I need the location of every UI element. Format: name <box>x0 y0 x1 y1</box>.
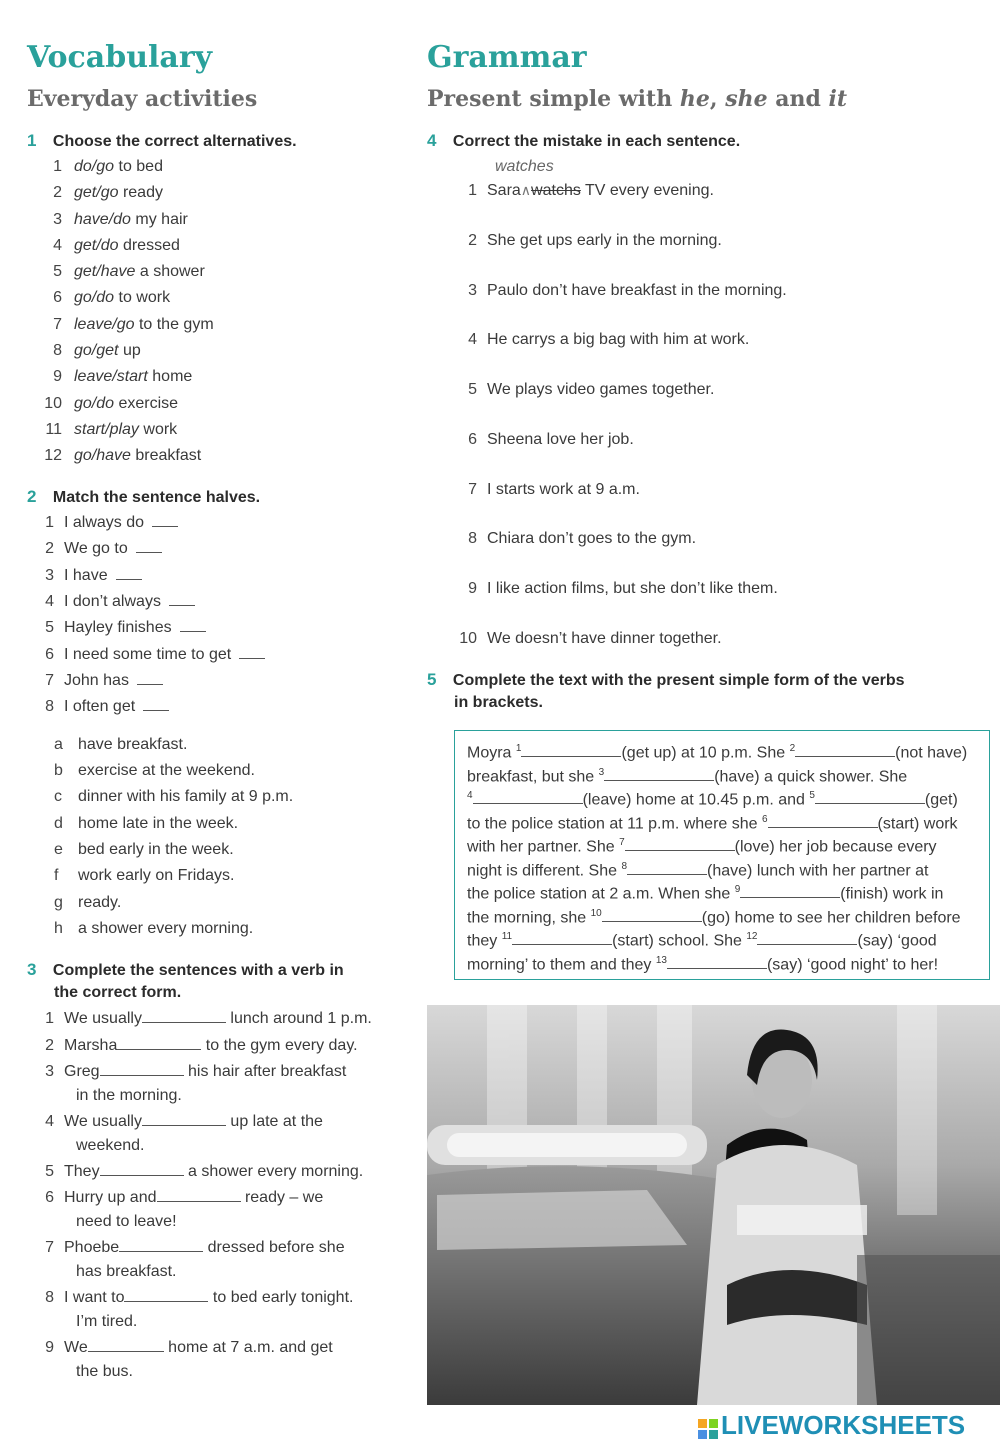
text-line: breakfast, but she $^3$ (have) a quick shower. She <box>467 767 908 786</box>
sentence-ending: bed early in the week. <box>78 841 234 858</box>
list-item <box>54 841 234 859</box>
gap-5[interactable] <box>815 791 925 804</box>
list-item <box>40 316 214 334</box>
answer-blank[interactable] <box>142 1010 226 1023</box>
list-item <box>40 421 177 439</box>
answer-blank[interactable] <box>137 683 163 685</box>
alternative-a[interactable]: get <box>74 263 97 280</box>
item-rest: to bed <box>114 158 163 175</box>
item-rest: breakfast <box>130 447 202 464</box>
answer-blank[interactable] <box>152 525 178 527</box>
sentence-ending: a shower every morning. <box>78 920 254 937</box>
gap-7[interactable] <box>625 838 735 851</box>
item-number: 4 <box>468 331 477 348</box>
sentence-start: Marsha <box>64 1037 118 1054</box>
sentence-with-mistake: I like action films, but she don’t like them. <box>487 580 778 597</box>
item-rest: up <box>118 342 141 359</box>
item-number: 3 <box>468 282 477 299</box>
sentence-with-mistake: She get ups early in the morning. <box>487 232 722 249</box>
slash: / <box>108 211 114 228</box>
list-item <box>40 514 178 532</box>
sentence-end: to bed early tonight. <box>208 1289 354 1306</box>
list-item[interactable] <box>463 331 749 349</box>
alternative-b[interactable]: do <box>96 395 115 412</box>
list-item <box>40 1113 323 1131</box>
sentence-start: We usually <box>64 1113 142 1130</box>
exercise-1-heading <box>27 131 297 151</box>
item-number: 7 <box>45 672 54 689</box>
exercise-number: 1 <box>27 131 37 150</box>
answer-blank[interactable] <box>239 657 265 659</box>
sentence-ending: have breakfast. <box>78 736 188 753</box>
item-number: 10 <box>459 630 477 647</box>
item-number: 7 <box>468 481 477 498</box>
exercise-3-heading <box>27 960 344 980</box>
item-number: 4 <box>45 1113 54 1130</box>
sentence-start: Hurry up and <box>64 1189 157 1206</box>
sentence-end: a shower every morning. <box>183 1163 364 1180</box>
sentence-ending: ready. <box>78 894 122 911</box>
alternative-b[interactable]: have <box>96 447 131 464</box>
grammar-title: Grammar <box>427 40 587 75</box>
answer-blank[interactable] <box>157 1189 241 1202</box>
item-rest: work <box>138 421 178 438</box>
list-item <box>40 1289 353 1307</box>
list-item <box>40 1339 333 1357</box>
list-item <box>40 447 201 465</box>
sentence-with-mistake: I starts work at 9 a.m. <box>487 481 640 498</box>
list-item <box>40 395 178 413</box>
answer-blank[interactable] <box>124 1289 208 1302</box>
alternative-b[interactable]: have <box>100 263 136 280</box>
list-item <box>40 1239 345 1257</box>
item-rest: my hair <box>130 211 188 228</box>
liveworksheets-logo <box>697 1410 965 1441</box>
list-item[interactable] <box>463 431 634 449</box>
exercise-title: Choose the correct alternatives. <box>52 133 297 150</box>
list-item <box>40 263 205 281</box>
item-number: 7 <box>53 316 62 333</box>
gap-13[interactable] <box>667 956 767 969</box>
sentence-with-mistake: We plays video games together. <box>487 381 715 398</box>
answer-blank[interactable] <box>117 1037 201 1050</box>
sentence-start: I want to <box>64 1289 125 1306</box>
list-item <box>40 646 265 664</box>
sentence-end: ready – we <box>240 1189 324 1206</box>
answer-blank[interactable] <box>169 604 195 606</box>
item-rest: home <box>147 368 193 385</box>
alternative-a[interactable]: leave <box>74 316 113 333</box>
list-item <box>54 815 238 833</box>
item-letter: b <box>54 762 63 779</box>
sentence-start: Greg <box>64 1063 100 1080</box>
list-item[interactable] <box>463 530 696 548</box>
item-letter: c <box>54 788 62 805</box>
answer-blank[interactable] <box>143 709 169 711</box>
list-item <box>40 211 188 229</box>
photo-illustration <box>427 1005 1000 1405</box>
logo-text: LIVEWORKSHEETS <box>721 1410 966 1440</box>
slash: / <box>91 158 97 175</box>
gap-4[interactable] <box>473 791 583 804</box>
item-number: 9 <box>45 1339 54 1356</box>
vocabulary-column <box>0 0 420 1445</box>
item-letter: d <box>54 815 63 832</box>
item-rest: a shower <box>135 263 205 280</box>
sentence-ending: home late in the week. <box>78 815 239 832</box>
answer-blank[interactable] <box>100 1163 184 1176</box>
exercise-title: Complete the sentences with a verb in <box>52 962 344 979</box>
list-item <box>40 593 195 611</box>
sentence-with-mistake: Chiara don’t goes to the gym. <box>487 530 697 547</box>
item-number: 2 <box>45 1037 54 1054</box>
sentence-start: We usually <box>64 1010 142 1027</box>
text-line: night is different. She $^8$ (have) lunch with her partner at <box>467 861 929 880</box>
exercise-number: 2 <box>27 487 37 506</box>
sentence-half: I have <box>64 567 108 584</box>
answer-blank[interactable] <box>119 1239 203 1252</box>
slash: / <box>105 421 110 438</box>
list-item[interactable] <box>453 630 722 648</box>
gap-1[interactable] <box>521 744 621 757</box>
gap-6[interactable] <box>768 815 878 828</box>
item-number: 4 <box>45 593 54 610</box>
text-line: Moyra $^1$ (get up) at 10 p.m. She $^2$ (not have) <box>467 743 968 762</box>
alternative-a[interactable]: go <box>74 289 92 306</box>
list-item <box>54 920 253 938</box>
item-number: 5 <box>45 1163 54 1180</box>
alternative-a[interactable]: start <box>74 421 106 438</box>
list-item <box>40 1063 346 1081</box>
list-item <box>40 540 162 558</box>
text-line: with her partner. She $^7$ (love) her job because every <box>467 837 937 856</box>
item-number: 3 <box>53 211 62 228</box>
sentence-half: I always do <box>64 514 145 531</box>
sentence-with-mistake: He carrys a big bag with him at work. <box>487 331 750 348</box>
exercise-title-continued: in brackets. <box>454 694 543 711</box>
sentence-end: up late at the <box>225 1113 323 1130</box>
exercise-title: Complete the text with the present simple form of the verbs <box>452 672 905 689</box>
exercise-title: Correct the mistake in each sentence. <box>452 133 741 150</box>
slash: / <box>112 316 117 333</box>
list-item <box>54 867 235 885</box>
alternative-a[interactable]: have <box>74 211 109 228</box>
gap-11[interactable] <box>512 932 612 945</box>
item-letter: a <box>54 736 63 753</box>
text-line: the police station at 2 a.m. When she $^9$ (finish) work in <box>467 884 944 903</box>
sentence-with-mistake: Sheena love her job. <box>487 431 634 448</box>
item-number: 8 <box>468 530 477 547</box>
alternative-b[interactable]: go <box>100 184 119 201</box>
sentence-half: We go to <box>64 540 128 557</box>
logo-icon <box>697 1416 719 1438</box>
sentence-end: to the gym every day. <box>201 1037 358 1054</box>
answer-blank[interactable] <box>180 630 206 632</box>
alternative-b[interactable]: get <box>96 342 119 359</box>
text-line: they $^{11}$ (start) school. She $^{12}$ (say) ‘good <box>467 931 937 950</box>
list-item-continued: need to leave! <box>76 1213 177 1230</box>
vocabulary-subtitle: Everyday activities <box>27 86 258 112</box>
item-number: 9 <box>468 580 477 597</box>
gap-9[interactable] <box>740 885 840 898</box>
text-line: $^4$ (leave) home at 10.45 p.m. and $^5$ (get) <box>467 790 958 809</box>
list-item <box>40 158 163 176</box>
list-item[interactable] <box>463 282 787 300</box>
list-item <box>40 567 142 585</box>
slash: / <box>112 368 117 385</box>
item-number: 3 <box>45 1063 54 1080</box>
list-item <box>40 342 141 360</box>
gap-2[interactable] <box>795 744 895 757</box>
list-item-continued: the bus. <box>76 1363 133 1380</box>
sentence-half: Hayley finishes <box>64 619 172 636</box>
exercise-number: 3 <box>27 960 37 979</box>
slash: / <box>91 395 97 412</box>
list-item <box>40 368 192 386</box>
list-item <box>40 619 206 637</box>
item-number: 6 <box>45 1189 54 1206</box>
item-number: 8 <box>45 1289 54 1306</box>
list-item <box>40 672 163 690</box>
exercise-title: Match the sentence halves. <box>52 489 261 506</box>
alternative-a[interactable]: go <box>74 395 92 412</box>
item-letter: f <box>54 867 59 884</box>
item-number: 8 <box>45 698 54 715</box>
item-number: 5 <box>45 619 54 636</box>
list-item <box>40 184 163 202</box>
sentence-start: They <box>64 1163 100 1180</box>
gap-fill-text-box <box>454 730 990 980</box>
item-number: 6 <box>53 289 62 306</box>
sentence-end: his hair after breakfast <box>183 1063 347 1080</box>
list-item-continued: has breakfast. <box>76 1263 177 1280</box>
alternative-b[interactable]: do <box>96 289 115 306</box>
gap-8[interactable] <box>627 862 707 875</box>
sentence-with-mistake: Paulo don’t have breakfast in the morning. <box>487 282 787 299</box>
list-item <box>40 237 180 255</box>
item-letter: h <box>54 920 63 937</box>
alternative-b[interactable]: play <box>109 421 139 438</box>
list-item <box>54 894 121 912</box>
alternative-a[interactable]: leave <box>74 368 113 385</box>
slash: / <box>91 342 97 359</box>
answer-blank[interactable] <box>100 1063 184 1076</box>
item-number: 5 <box>53 263 62 280</box>
slash: / <box>96 263 101 280</box>
correction-example: 1 Sara∧watchs TV every evening. <box>468 182 714 199</box>
text-line: to the police station at 11 p.m. where she $^6$ (start) work <box>467 814 958 833</box>
item-number: 4 <box>53 237 62 254</box>
gap-12[interactable] <box>757 932 857 945</box>
alternative-a[interactable]: get <box>74 184 97 201</box>
item-number: 10 <box>44 395 62 412</box>
list-item <box>40 1163 363 1181</box>
item-rest: to work <box>114 289 171 306</box>
alternative-b[interactable]: do <box>100 237 119 254</box>
item-rest: to the gym <box>134 316 214 333</box>
list-item <box>40 289 170 307</box>
exercise-2-heading <box>27 487 260 507</box>
exercise-title-continued: the correct form. <box>54 984 182 1001</box>
exercise-number: 5 <box>427 670 437 689</box>
sentence-half: I don’t always <box>64 593 161 610</box>
gap-10[interactable] <box>602 909 702 922</box>
item-number: 2 <box>468 232 477 249</box>
sentence-end: home at 7 a.m. and get <box>163 1339 333 1356</box>
vocabulary-title: Vocabulary <box>27 40 213 75</box>
answer-blank[interactable] <box>88 1339 164 1352</box>
alternative-a[interactable]: do <box>74 158 92 175</box>
sentence-end: dressed before she <box>203 1239 345 1256</box>
alternative-a[interactable]: get <box>74 237 97 254</box>
alternative-b[interactable]: start <box>116 368 148 385</box>
alternative-b[interactable]: go <box>116 316 135 333</box>
item-rest: exercise <box>114 395 179 412</box>
sentence-start: We <box>64 1339 88 1356</box>
list-item <box>54 762 255 780</box>
item-number: 2 <box>45 540 54 557</box>
list-item <box>54 788 293 806</box>
item-letter: e <box>54 841 63 858</box>
list-item <box>40 1037 358 1055</box>
sentence-half: I need some time to get <box>64 646 232 663</box>
slash: / <box>91 447 97 464</box>
item-number: 1 <box>45 514 54 531</box>
item-letter: g <box>54 894 63 911</box>
sentence-half: John has <box>64 672 129 689</box>
gap-3[interactable] <box>604 768 714 781</box>
list-item <box>54 736 187 754</box>
list-item-continued: in the morning. <box>76 1087 182 1104</box>
item-number: 8 <box>53 342 62 359</box>
handwritten-correction: watches <box>495 158 554 175</box>
sentence-ending: work early on Fridays. <box>78 867 235 884</box>
item-rest: dressed <box>118 237 180 254</box>
item-number: 3 <box>45 567 54 584</box>
item-number: 11 <box>45 421 62 438</box>
list-item[interactable] <box>463 580 778 598</box>
answer-blank[interactable] <box>136 551 162 553</box>
list-item[interactable] <box>463 232 722 250</box>
text-line: morning’ to them and they $^{13}$ (say) ‘good night’ to her! <box>467 955 939 974</box>
alternative-a[interactable]: go <box>74 342 92 359</box>
police-officer-photo <box>427 1005 1000 1405</box>
sentence-ending: exercise at the weekend. <box>78 762 255 779</box>
sentence-half: I often get <box>64 698 136 715</box>
sentence-start: Phoebe <box>64 1239 120 1256</box>
slash: / <box>96 184 101 201</box>
list-item <box>40 1189 323 1207</box>
list-item <box>40 698 169 716</box>
text-line: the morning, she $^{10}$ (go) home to see her children before <box>467 908 961 927</box>
exercise-4-heading <box>427 131 740 151</box>
item-number: 12 <box>44 447 62 464</box>
item-number: 9 <box>53 368 62 385</box>
item-rest: ready <box>118 184 163 201</box>
item-number: 6 <box>468 431 477 448</box>
item-number: 1 <box>45 1010 54 1027</box>
exercise-number: 4 <box>427 131 437 150</box>
list-item-continued: I’m tired. <box>76 1313 138 1330</box>
alternative-b[interactable]: do <box>113 211 131 228</box>
sentence-ending: dinner with his family at 9 p.m. <box>78 788 294 805</box>
list-item[interactable] <box>463 381 714 399</box>
alternative-a[interactable]: go <box>74 447 92 464</box>
answer-blank[interactable] <box>116 578 142 580</box>
exercise-5-heading <box>427 670 905 690</box>
slash: / <box>91 289 97 306</box>
slash: / <box>96 237 101 254</box>
sentence-end: lunch around 1 p.m. <box>225 1010 372 1027</box>
alternative-b[interactable]: go <box>96 158 115 175</box>
grammar-subtitle: Present simple with he, she and it <box>427 86 848 112</box>
item-number: 1 <box>53 158 62 175</box>
item-number: 6 <box>45 646 54 663</box>
list-item-continued: weekend. <box>76 1137 145 1154</box>
list-item[interactable] <box>463 481 640 499</box>
item-number: 2 <box>53 184 62 201</box>
answer-blank[interactable] <box>142 1113 226 1126</box>
item-number: 5 <box>468 381 477 398</box>
list-item <box>40 1010 372 1028</box>
sentence-with-mistake: We doesn’t have dinner together. <box>487 630 722 647</box>
item-number: 7 <box>45 1239 54 1256</box>
